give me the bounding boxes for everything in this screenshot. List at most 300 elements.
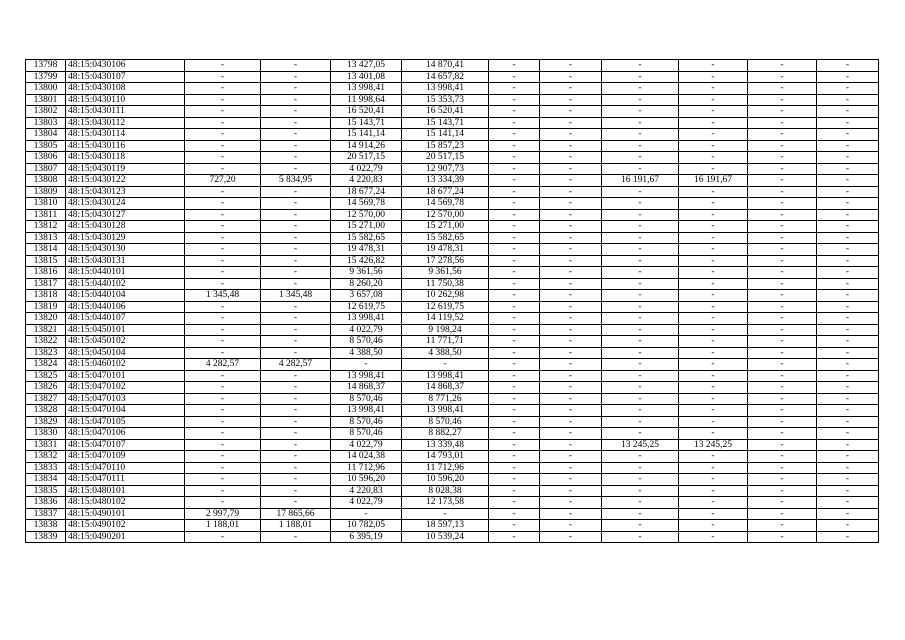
value-cell: - <box>748 324 817 336</box>
value-cell: 17 278,56 <box>402 255 489 267</box>
value-cell: - <box>489 382 540 394</box>
value-cell: - <box>817 428 879 440</box>
value-cell: - <box>261 94 331 106</box>
value-cell: - <box>489 278 540 290</box>
value-cell: 4 022,79 <box>331 497 402 509</box>
value-cell: - <box>261 244 331 256</box>
value-cell: - <box>261 71 331 83</box>
row-number-cell: 13824 <box>26 359 66 371</box>
value-cell: - <box>748 370 817 382</box>
value-cell: - <box>185 232 261 244</box>
value-cell: - <box>602 232 679 244</box>
value-cell: - <box>679 267 748 279</box>
table-row <box>26 520 879 532</box>
value-cell: - <box>817 232 879 244</box>
table-row <box>26 290 879 302</box>
table-row <box>26 474 879 486</box>
value-cell: 15 353,73 <box>402 94 489 106</box>
value-cell: - <box>261 439 331 451</box>
value-cell: - <box>185 186 261 198</box>
table-row <box>26 278 879 290</box>
row-number-cell: 13805 <box>26 140 66 152</box>
cadastral-number-cell: 48:15:0430112 <box>66 117 185 129</box>
value-cell: 1 188,01 <box>261 520 331 532</box>
row-number-cell: 13815 <box>26 255 66 267</box>
value-cell: - <box>817 106 879 118</box>
value-cell: - <box>602 405 679 417</box>
value-cell: 8 260,20 <box>331 278 402 290</box>
value-cell: - <box>748 485 817 497</box>
row-number-cell: 13800 <box>26 83 66 95</box>
value-cell: - <box>679 152 748 164</box>
value-cell: - <box>489 209 540 221</box>
cadastral-number-cell: 48:15:0430129 <box>66 232 185 244</box>
value-cell: - <box>602 83 679 95</box>
value-cell: 8 570,46 <box>331 428 402 440</box>
cadastral-number-cell: 48:15:0470106 <box>66 428 185 440</box>
table-row <box>26 117 879 129</box>
value-cell: - <box>748 382 817 394</box>
table-row <box>26 94 879 106</box>
table-row <box>26 393 879 405</box>
value-cell: - <box>489 451 540 463</box>
value-cell: 13 998,41 <box>331 313 402 325</box>
value-cell: 14 024,38 <box>331 451 402 463</box>
value-cell: - <box>679 83 748 95</box>
table-row <box>26 347 879 359</box>
cadastral-number-cell: 48:15:0480101 <box>66 485 185 497</box>
value-cell: - <box>679 462 748 474</box>
value-cell: 8 570,46 <box>331 336 402 348</box>
row-number-cell: 13821 <box>26 324 66 336</box>
value-cell: - <box>602 152 679 164</box>
value-cell: 10 262,98 <box>402 290 489 302</box>
value-cell: - <box>489 267 540 279</box>
value-cell: 15 857,23 <box>402 140 489 152</box>
value-cell: 16 520,41 <box>331 106 402 118</box>
row-number-cell: 13814 <box>26 244 66 256</box>
table-row <box>26 508 879 520</box>
value-cell: 12 570,00 <box>331 209 402 221</box>
value-cell: - <box>185 221 261 233</box>
value-cell: - <box>748 531 817 543</box>
value-cell: - <box>817 508 879 520</box>
value-cell: - <box>261 267 331 279</box>
value-cell: - <box>185 393 261 405</box>
value-cell: - <box>489 152 540 164</box>
value-cell: - <box>748 255 817 267</box>
row-number-cell: 13825 <box>26 370 66 382</box>
value-cell: 727,20 <box>185 175 261 187</box>
value-cell: - <box>489 301 540 313</box>
cadastral-number-cell: 48:15:0490201 <box>66 531 185 543</box>
value-cell: - <box>489 83 540 95</box>
value-cell: - <box>602 117 679 129</box>
row-number-cell: 13820 <box>26 313 66 325</box>
value-cell: 13 998,41 <box>331 405 402 417</box>
table-row <box>26 313 879 325</box>
value-cell: 17 865,66 <box>261 508 331 520</box>
value-cell: 12 570,00 <box>402 209 489 221</box>
row-number-cell: 13829 <box>26 416 66 428</box>
row-number-cell: 13812 <box>26 221 66 233</box>
row-number-cell: 13838 <box>26 520 66 532</box>
cadastral-number-cell: 48:15:0470102 <box>66 382 185 394</box>
value-cell: 8 882,27 <box>402 428 489 440</box>
cadastral-number-cell: 48:15:0450102 <box>66 336 185 348</box>
value-cell: - <box>489 71 540 83</box>
value-cell: - <box>817 393 879 405</box>
table-row <box>26 163 879 175</box>
row-number-cell: 13836 <box>26 497 66 509</box>
value-cell: - <box>331 508 402 520</box>
value-cell: 1 345,48 <box>261 290 331 302</box>
value-cell: - <box>679 198 748 210</box>
value-cell: - <box>540 152 602 164</box>
value-cell: - <box>748 140 817 152</box>
value-cell: - <box>748 462 817 474</box>
value-cell: - <box>402 359 489 371</box>
value-cell: - <box>185 336 261 348</box>
value-cell: - <box>602 416 679 428</box>
value-cell: - <box>540 60 602 72</box>
value-cell: 9 361,56 <box>402 267 489 279</box>
table-row <box>26 416 879 428</box>
value-cell: - <box>679 244 748 256</box>
value-cell: - <box>602 244 679 256</box>
value-cell: - <box>185 117 261 129</box>
value-cell: - <box>261 140 331 152</box>
value-cell: - <box>489 255 540 267</box>
value-cell: - <box>817 152 879 164</box>
value-cell: - <box>748 129 817 141</box>
value-cell: - <box>489 462 540 474</box>
value-cell: - <box>602 393 679 405</box>
cadastral-number-cell: 48:15:0430130 <box>66 244 185 256</box>
value-cell: - <box>540 359 602 371</box>
cadastral-number-cell: 48:15:0430119 <box>66 163 185 175</box>
value-cell: 4 388,50 <box>402 347 489 359</box>
value-cell: - <box>748 508 817 520</box>
value-cell: 18 677,24 <box>331 186 402 198</box>
value-cell: - <box>185 267 261 279</box>
value-cell: 13 401,08 <box>331 71 402 83</box>
value-cell: - <box>748 393 817 405</box>
table-row <box>26 336 879 348</box>
value-cell: - <box>489 508 540 520</box>
cadastral-number-cell: 48:15:0430106 <box>66 60 185 72</box>
value-cell: - <box>602 531 679 543</box>
value-cell: - <box>679 508 748 520</box>
value-cell: - <box>540 186 602 198</box>
value-cell: - <box>261 209 331 221</box>
value-cell: - <box>261 451 331 463</box>
value-cell: - <box>817 60 879 72</box>
table-row <box>26 324 879 336</box>
value-cell: - <box>748 152 817 164</box>
value-cell: - <box>185 474 261 486</box>
cadastral-number-cell: 48:15:0490102 <box>66 520 185 532</box>
table-row <box>26 83 879 95</box>
value-cell: - <box>185 313 261 325</box>
value-cell: - <box>540 94 602 106</box>
value-cell: - <box>540 485 602 497</box>
value-cell: - <box>540 221 602 233</box>
value-cell: - <box>817 462 879 474</box>
value-cell: - <box>817 301 879 313</box>
value-cell: - <box>261 313 331 325</box>
value-cell: - <box>679 451 748 463</box>
table-row <box>26 232 879 244</box>
value-cell: 4 022,79 <box>331 163 402 175</box>
value-cell: - <box>748 301 817 313</box>
cadastral-number-cell: 48:15:0440101 <box>66 267 185 279</box>
value-cell: - <box>261 129 331 141</box>
value-cell: - <box>679 301 748 313</box>
value-cell: - <box>748 520 817 532</box>
value-cell: - <box>679 405 748 417</box>
table-row <box>26 152 879 164</box>
value-cell: - <box>489 313 540 325</box>
value-cell: - <box>261 531 331 543</box>
value-cell: 13 998,41 <box>402 405 489 417</box>
value-cell: - <box>540 439 602 451</box>
cadastral-number-cell: 48:15:0470103 <box>66 393 185 405</box>
value-cell: - <box>185 244 261 256</box>
value-cell: - <box>489 60 540 72</box>
value-cell: - <box>489 129 540 141</box>
row-number-cell: 13810 <box>26 198 66 210</box>
value-cell: - <box>540 175 602 187</box>
cadastral-number-cell: 48:15:0430116 <box>66 140 185 152</box>
cadastral-number-cell: 48:15:0430124 <box>66 198 185 210</box>
value-cell: - <box>489 221 540 233</box>
value-cell: - <box>489 244 540 256</box>
value-cell: - <box>748 232 817 244</box>
value-cell: - <box>489 336 540 348</box>
value-cell: - <box>185 382 261 394</box>
table-row <box>26 175 879 187</box>
value-cell: - <box>540 301 602 313</box>
value-cell: - <box>185 462 261 474</box>
value-cell: - <box>679 255 748 267</box>
value-cell: - <box>185 140 261 152</box>
value-cell: - <box>489 232 540 244</box>
value-cell: - <box>817 405 879 417</box>
value-cell: - <box>261 336 331 348</box>
value-cell: - <box>540 531 602 543</box>
value-cell: - <box>331 359 402 371</box>
value-cell: 4 220,83 <box>331 485 402 497</box>
row-number-cell: 13802 <box>26 106 66 118</box>
value-cell: - <box>261 152 331 164</box>
value-cell: - <box>540 508 602 520</box>
value-cell: - <box>489 140 540 152</box>
value-cell: - <box>489 347 540 359</box>
value-cell: - <box>817 83 879 95</box>
value-cell: - <box>489 359 540 371</box>
value-cell: 4 022,79 <box>331 439 402 451</box>
value-cell: - <box>540 117 602 129</box>
value-cell: - <box>748 428 817 440</box>
table-row <box>26 405 879 417</box>
value-cell: 16 191,67 <box>679 175 748 187</box>
cadastral-number-cell: 48:15:0440104 <box>66 290 185 302</box>
value-cell: - <box>261 393 331 405</box>
table-row <box>26 370 879 382</box>
value-cell: - <box>817 451 879 463</box>
value-cell: - <box>602 186 679 198</box>
value-cell: 8 570,46 <box>402 416 489 428</box>
table-row <box>26 382 879 394</box>
value-cell: - <box>679 290 748 302</box>
value-cell: - <box>748 163 817 175</box>
value-cell: - <box>185 416 261 428</box>
value-cell: - <box>540 520 602 532</box>
value-cell: - <box>489 474 540 486</box>
row-number-cell: 13835 <box>26 485 66 497</box>
value-cell: - <box>817 129 879 141</box>
cadastral-number-cell: 48:15:0430127 <box>66 209 185 221</box>
value-cell: - <box>748 267 817 279</box>
value-cell: - <box>489 198 540 210</box>
table-row <box>26 462 879 474</box>
value-cell: - <box>748 347 817 359</box>
value-cell: - <box>602 71 679 83</box>
value-cell: - <box>261 60 331 72</box>
row-number-cell: 13813 <box>26 232 66 244</box>
table-body <box>26 60 879 543</box>
cadastral-number-cell: 48:15:0470104 <box>66 405 185 417</box>
value-cell: - <box>817 324 879 336</box>
value-cell: - <box>489 117 540 129</box>
row-number-cell: 13817 <box>26 278 66 290</box>
value-cell: - <box>817 186 879 198</box>
value-cell: - <box>261 301 331 313</box>
value-cell: - <box>602 508 679 520</box>
row-number-cell: 13831 <box>26 439 66 451</box>
value-cell: 12 907,73 <box>402 163 489 175</box>
value-cell: - <box>748 244 817 256</box>
table-row <box>26 497 879 509</box>
row-number-cell: 13803 <box>26 117 66 129</box>
value-cell: - <box>679 336 748 348</box>
value-cell: - <box>748 83 817 95</box>
value-cell: - <box>540 347 602 359</box>
value-cell: 19 478,31 <box>402 244 489 256</box>
value-cell: 14 870,41 <box>402 60 489 72</box>
value-cell: - <box>679 382 748 394</box>
value-cell: - <box>602 462 679 474</box>
value-cell: 14 868,37 <box>402 382 489 394</box>
value-cell: - <box>185 324 261 336</box>
value-cell: - <box>748 278 817 290</box>
value-cell: - <box>261 462 331 474</box>
table-row <box>26 359 879 371</box>
value-cell: - <box>185 301 261 313</box>
value-cell: 8 028,38 <box>402 485 489 497</box>
value-cell: 18 677,24 <box>402 186 489 198</box>
value-cell: 13 339,48 <box>402 439 489 451</box>
value-cell: - <box>602 198 679 210</box>
value-cell: 20 517,15 <box>331 152 402 164</box>
table-row <box>26 255 879 267</box>
value-cell: - <box>679 324 748 336</box>
value-cell: - <box>540 428 602 440</box>
value-cell: - <box>489 416 540 428</box>
value-cell: - <box>540 106 602 118</box>
value-cell: 5 834,95 <box>261 175 331 187</box>
value-cell: - <box>748 71 817 83</box>
value-cell: - <box>817 117 879 129</box>
value-cell: - <box>679 60 748 72</box>
value-cell: - <box>679 278 748 290</box>
value-cell: 10 782,05 <box>331 520 402 532</box>
value-cell: 4 282,57 <box>185 359 261 371</box>
value-cell: - <box>540 370 602 382</box>
value-cell: - <box>489 405 540 417</box>
value-cell: 14 793,01 <box>402 451 489 463</box>
value-cell: 12 619,75 <box>331 301 402 313</box>
value-cell: - <box>185 255 261 267</box>
value-cell: - <box>748 221 817 233</box>
value-cell: - <box>185 106 261 118</box>
cadastral-number-cell: 48:15:0430122 <box>66 175 185 187</box>
cadastral-number-cell: 48:15:0470105 <box>66 416 185 428</box>
cadastral-number-cell: 48:15:0470109 <box>66 451 185 463</box>
table-row <box>26 451 879 463</box>
value-cell: 9 198,24 <box>402 324 489 336</box>
cadastral-number-cell: 48:15:0460102 <box>66 359 185 371</box>
value-cell: 14 119,52 <box>402 313 489 325</box>
table-row <box>26 60 879 72</box>
cadastral-number-cell: 48:15:0450101 <box>66 324 185 336</box>
value-cell: - <box>748 106 817 118</box>
value-cell: 15 143,71 <box>331 117 402 129</box>
value-cell: - <box>261 485 331 497</box>
value-cell: - <box>602 140 679 152</box>
value-cell: - <box>540 451 602 463</box>
value-cell: - <box>748 359 817 371</box>
value-cell: - <box>602 451 679 463</box>
table-row <box>26 485 879 497</box>
value-cell: - <box>540 462 602 474</box>
value-cell: 4 282,57 <box>261 359 331 371</box>
value-cell: - <box>602 370 679 382</box>
value-cell: - <box>602 60 679 72</box>
value-cell: 12 173,58 <box>402 497 489 509</box>
value-cell: - <box>817 209 879 221</box>
value-cell: 14 657,82 <box>402 71 489 83</box>
row-number-cell: 13816 <box>26 267 66 279</box>
value-cell: - <box>185 198 261 210</box>
value-cell: - <box>602 163 679 175</box>
value-cell: 11 712,96 <box>331 462 402 474</box>
value-cell: - <box>540 129 602 141</box>
value-cell: 4 022,79 <box>331 324 402 336</box>
value-cell: - <box>489 497 540 509</box>
value-cell: - <box>185 439 261 451</box>
value-cell: - <box>602 324 679 336</box>
value-cell: - <box>185 347 261 359</box>
value-cell: - <box>261 232 331 244</box>
value-cell: 14 569,78 <box>402 198 489 210</box>
value-cell: 9 361,56 <box>331 267 402 279</box>
value-cell: - <box>602 267 679 279</box>
value-cell: - <box>679 370 748 382</box>
value-cell: - <box>817 313 879 325</box>
cadastral-number-cell: 48:15:0430111 <box>66 106 185 118</box>
